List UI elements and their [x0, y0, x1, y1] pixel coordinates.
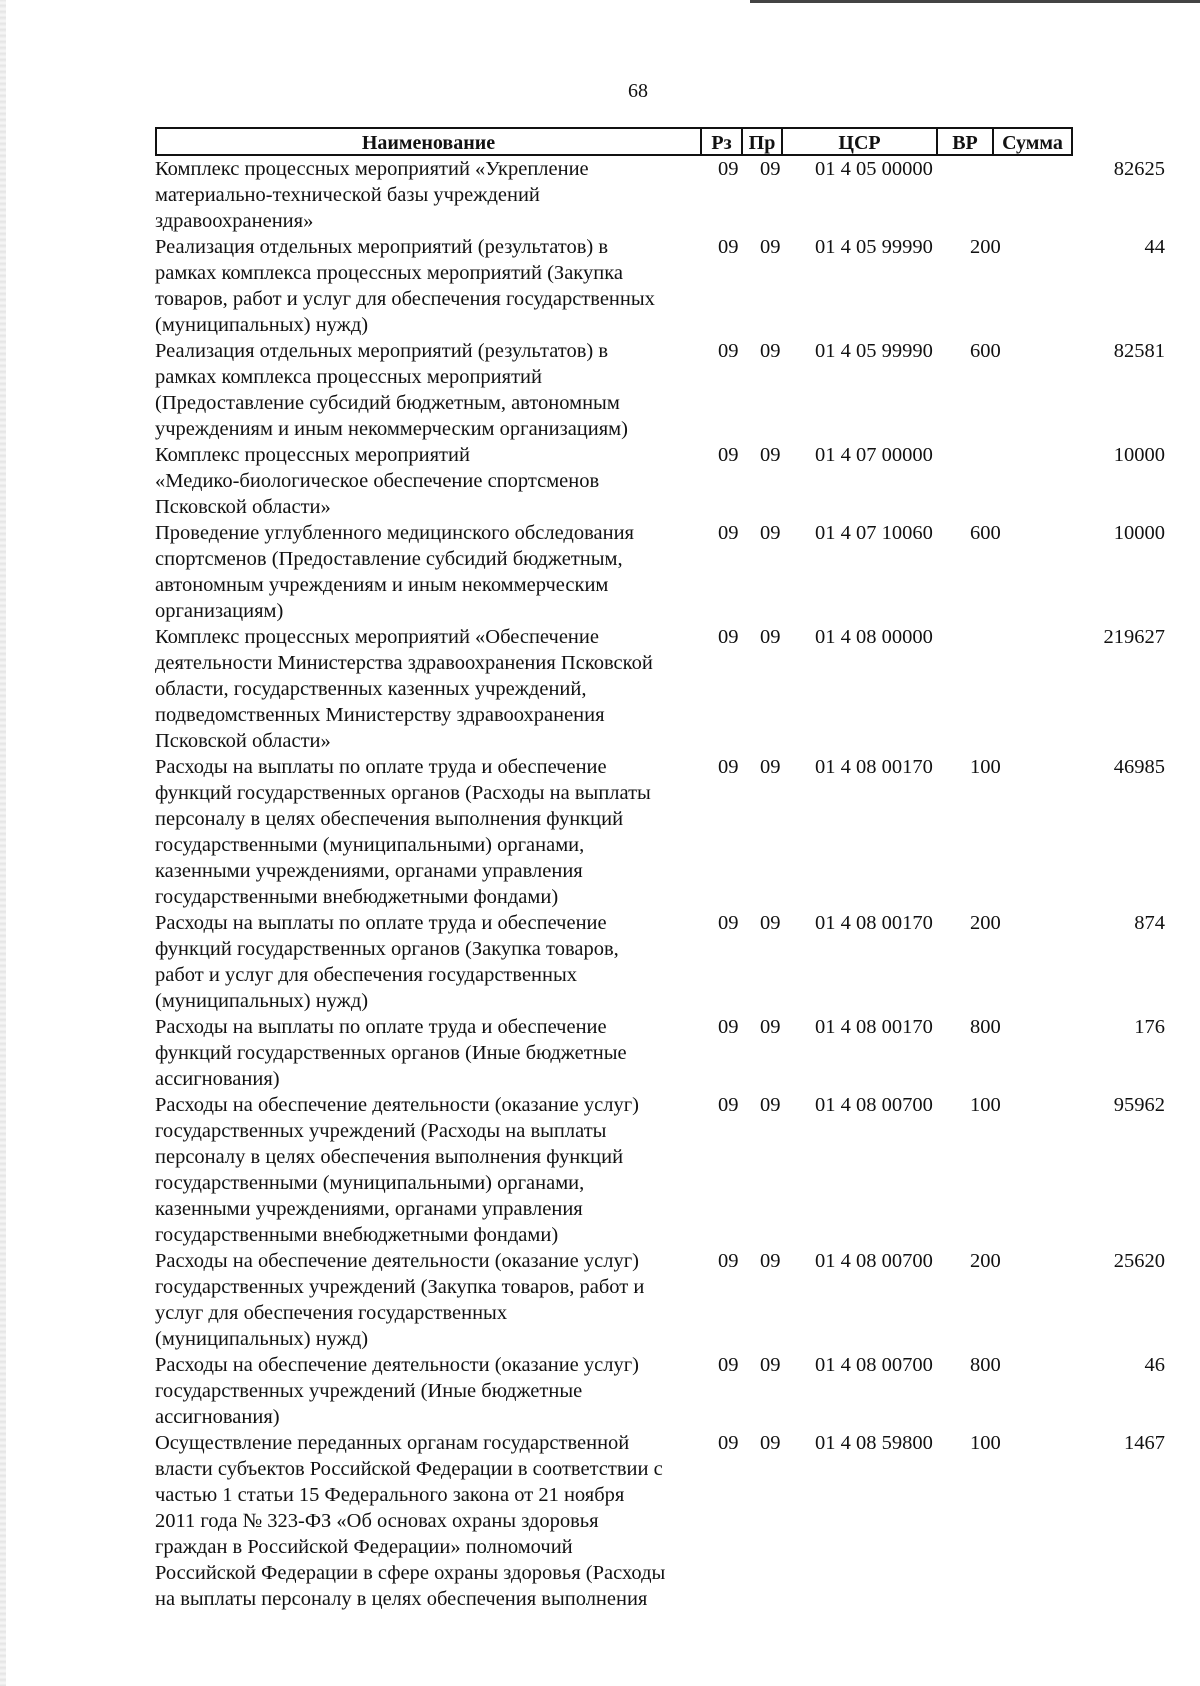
row-name-line: государственных учреждений (Закупка товаров, работ и	[155, 1276, 645, 1298]
row-csr: 01 4 08 00700	[815, 1250, 933, 1272]
column-header-pr: Пр	[741, 127, 783, 156]
row-sum: 874	[1134, 912, 1165, 934]
row-name-line: Реализация отдельных мероприятий (результатов) в	[155, 340, 609, 362]
row-name	[155, 1014, 700, 1092]
row-vr: 800	[970, 1354, 1001, 1376]
row-sum: 46985	[1113, 756, 1165, 778]
row-name-line: Расходы на обеспечение деятельности (оказание услуг)	[155, 1094, 639, 1116]
header-border-gap	[783, 127, 801, 156]
row-name-line: автономным учреждениям и иным некоммерческим	[155, 574, 609, 596]
page-number	[0, 80, 1200, 103]
row-pr: 09	[760, 444, 781, 466]
row-rz: 09	[718, 1354, 739, 1376]
row-rz: 09	[718, 756, 739, 778]
table-row	[155, 910, 1165, 1014]
row-name-line: услуг для обеспечения государственных	[155, 1302, 508, 1324]
row-name-line: (муниципальных) нужд)	[155, 990, 369, 1012]
table-row	[155, 156, 1165, 234]
row-name-line: подведомственных Министерству здравоохранения	[155, 704, 605, 726]
row-name-line: Комплекс процессных мероприятий «Укрепление	[155, 158, 589, 180]
row-name-line: казенными учреждениями, органами управления	[155, 1198, 583, 1220]
row-name-line: персоналу в целях обеспечения выполнения функций	[155, 808, 624, 830]
row-vr: 600	[970, 522, 1001, 544]
row-csr: 01 4 08 00170	[815, 1016, 933, 1038]
row-name	[155, 624, 700, 754]
table-row	[155, 1352, 1165, 1430]
table-row	[155, 234, 1165, 338]
row-vr: 100	[970, 756, 1001, 778]
row-sum: 10000	[1113, 444, 1165, 466]
row-vr: 100	[970, 1094, 1001, 1116]
row-name-line: Расходы на выплаты по оплате труда и обеспечение	[155, 1016, 607, 1038]
row-name-line: рамках комплекса процессных мероприятий	[155, 366, 542, 388]
row-sum: 10000	[1113, 522, 1165, 544]
row-name	[155, 338, 700, 442]
row-name	[155, 1092, 700, 1248]
row-vr: 200	[970, 236, 1001, 258]
row-rz: 09	[718, 1432, 739, 1454]
row-vr: 800	[970, 1016, 1001, 1038]
row-pr: 09	[760, 1354, 781, 1376]
row-pr: 09	[760, 340, 781, 362]
table-row	[155, 338, 1165, 442]
row-name	[155, 156, 700, 234]
row-pr: 09	[760, 626, 781, 648]
row-name-line: государственными (муниципальными) органами,	[155, 834, 585, 856]
row-csr: 01 4 07 10060	[815, 522, 933, 544]
row-name-line: Комплекс процессных мероприятий «Обеспечение	[155, 626, 599, 648]
row-rz: 09	[718, 912, 739, 934]
row-name	[155, 910, 700, 1014]
column-header-csr: ЦСР	[801, 127, 918, 156]
row-name-line: Комплекс процессных мероприятий	[155, 444, 470, 466]
row-rz: 09	[718, 626, 739, 648]
row-name-line: функций государственных органов (Иные бюджетные	[155, 1042, 627, 1064]
row-pr: 09	[760, 1250, 781, 1272]
row-sum: 25620	[1113, 1250, 1165, 1272]
row-pr: 09	[760, 912, 781, 934]
row-sum: 176	[1134, 1016, 1165, 1038]
table-header	[155, 127, 1115, 158]
row-rz: 09	[718, 1094, 739, 1116]
row-name-line: Псковской области»	[155, 730, 331, 752]
row-name-line: государственными внебюджетными фондами)	[155, 886, 559, 908]
row-name-line: Расходы на обеспечение деятельности (оказание услуг)	[155, 1354, 639, 1376]
table-row	[155, 1014, 1165, 1092]
row-rz: 09	[718, 522, 739, 544]
row-name-line: (муниципальных) нужд)	[155, 1328, 369, 1350]
row-name-line: Российской Федерации в сфере охраны здоровья (Расходы	[155, 1562, 666, 1584]
table-row	[155, 1430, 1165, 1612]
row-name-line: Псковской области»	[155, 496, 331, 518]
row-pr: 09	[760, 236, 781, 258]
table-row	[155, 624, 1165, 754]
table-row	[155, 520, 1165, 624]
header-border-gap	[918, 127, 936, 156]
scan-edge-left	[0, 0, 6, 1686]
row-name-line: функций государственных органов (Расходы на выплаты	[155, 782, 651, 804]
row-name-line: товаров, работ и услуг для обеспечения государственных	[155, 288, 655, 310]
row-sum: 1467	[1124, 1432, 1165, 1454]
table-row	[155, 1248, 1165, 1352]
row-name	[155, 1430, 700, 1612]
row-name-line: Осуществление переданных органам государственной	[155, 1432, 630, 1454]
row-name-line: персоналу в целях обеспечения выполнения функций	[155, 1146, 624, 1168]
row-name	[155, 234, 700, 338]
table-row	[155, 1092, 1165, 1248]
row-name-line: области, государственных казенных учреждений,	[155, 678, 587, 700]
row-name-line: рамках комплекса процессных мероприятий (Закупка	[155, 262, 623, 284]
row-name-line: (Предоставление субсидий бюджетным, автономным	[155, 392, 620, 414]
row-name	[155, 1352, 700, 1430]
column-header-vr: ВР	[936, 127, 992, 156]
row-name	[155, 754, 700, 910]
row-csr: 01 4 08 59800	[815, 1432, 933, 1454]
row-name-line: спортсменов (Предоставление субсидий бюджетным,	[155, 548, 623, 570]
row-name-line: власти субъектов Российской Федерации в соответствии с	[155, 1458, 663, 1480]
row-name-line: деятельности Министерства здравоохранения Псковской	[155, 652, 653, 674]
row-name-line: Реализация отдельных мероприятий (результатов) в	[155, 236, 609, 258]
page-number-text: 68	[628, 80, 648, 102]
row-name-line: организациям)	[155, 600, 284, 622]
row-name-line: государственными (муниципальными) органами,	[155, 1172, 585, 1194]
row-pr: 09	[760, 1094, 781, 1116]
row-pr: 09	[760, 158, 781, 180]
row-name-line: граждан в Российской Федерации» полномочий	[155, 1536, 573, 1558]
row-name-line: (муниципальных) нужд)	[155, 314, 369, 336]
row-csr: 01 4 08 00700	[815, 1354, 933, 1376]
row-rz: 09	[718, 1250, 739, 1272]
row-name-line: государственными внебюджетными фондами)	[155, 1224, 559, 1246]
row-rz: 09	[718, 340, 739, 362]
row-sum: 219627	[1103, 626, 1165, 648]
row-csr: 01 4 07 00000	[815, 444, 933, 466]
row-csr: 01 4 08 00170	[815, 912, 933, 934]
row-vr: 600	[970, 340, 1001, 362]
row-csr: 01 4 05 99990	[815, 236, 933, 258]
row-rz: 09	[718, 444, 739, 466]
row-pr: 09	[760, 522, 781, 544]
table-row	[155, 754, 1165, 910]
row-name-line: учреждениям и иным некоммерческим организациям)	[155, 418, 628, 440]
scan-edge-top	[750, 0, 1200, 3]
row-sum: 95962	[1113, 1094, 1165, 1116]
row-name-line: на выплаты персоналу в целях обеспечения выполнения	[155, 1588, 648, 1610]
row-sum: 82581	[1113, 340, 1165, 362]
row-csr: 01 4 08 00700	[815, 1094, 933, 1116]
row-rz: 09	[718, 1016, 739, 1038]
row-name	[155, 520, 700, 624]
row-name-line: материально-технической базы учреждений	[155, 184, 540, 206]
column-header-name: Наименование	[155, 127, 700, 156]
row-rz: 09	[718, 158, 739, 180]
table-row	[155, 442, 1165, 520]
row-name-line: Проведение углубленного медицинского обследования	[155, 522, 634, 544]
row-name-line: Расходы на выплаты по оплате труда и обеспечение	[155, 912, 607, 934]
row-sum: 82625	[1113, 158, 1165, 180]
row-name-line: работ и услуг для обеспечения государственных	[155, 964, 578, 986]
row-name-line: государственных учреждений (Расходы на выплаты	[155, 1120, 607, 1142]
row-name-line: Расходы на выплаты по оплате труда и обеспечение	[155, 756, 607, 778]
row-csr: 01 4 08 00170	[815, 756, 933, 778]
row-sum: 46	[1144, 1354, 1165, 1376]
row-csr: 01 4 08 00000	[815, 626, 933, 648]
table-body	[155, 156, 1165, 1612]
row-vr: 100	[970, 1432, 1001, 1454]
row-vr: 200	[970, 912, 1001, 934]
row-csr: 01 4 05 00000	[815, 158, 933, 180]
row-name-line: «Медико-биологическое обеспечение спортсменов	[155, 470, 600, 492]
row-name-line: государственных учреждений (Иные бюджетные	[155, 1380, 583, 1402]
row-pr: 09	[760, 1432, 781, 1454]
row-name-line: ассигнования)	[155, 1406, 280, 1428]
row-pr: 09	[760, 1016, 781, 1038]
row-name-line: функций государственных органов (Закупка товаров,	[155, 938, 619, 960]
row-name	[155, 442, 700, 520]
row-vr: 200	[970, 1250, 1001, 1272]
row-name-line: Расходы на обеспечение деятельности (оказание услуг)	[155, 1250, 639, 1272]
row-pr: 09	[760, 756, 781, 778]
column-header-sum: Сумма	[992, 127, 1073, 156]
row-name-line: 2011 года № 323-ФЗ «Об основах охраны здоровья	[155, 1510, 599, 1532]
row-name-line: здравоохранения»	[155, 210, 314, 232]
row-name-line: ассигнования)	[155, 1068, 280, 1090]
row-name	[155, 1248, 700, 1352]
row-csr: 01 4 05 99990	[815, 340, 933, 362]
row-rz: 09	[718, 236, 739, 258]
row-sum: 44	[1144, 236, 1165, 258]
column-header-rz: Рз	[700, 127, 741, 156]
row-name-line: казенными учреждениями, органами управления	[155, 860, 583, 882]
row-name-line: частью 1 статьи 15 Федерального закона от 21 ноября	[155, 1484, 625, 1506]
